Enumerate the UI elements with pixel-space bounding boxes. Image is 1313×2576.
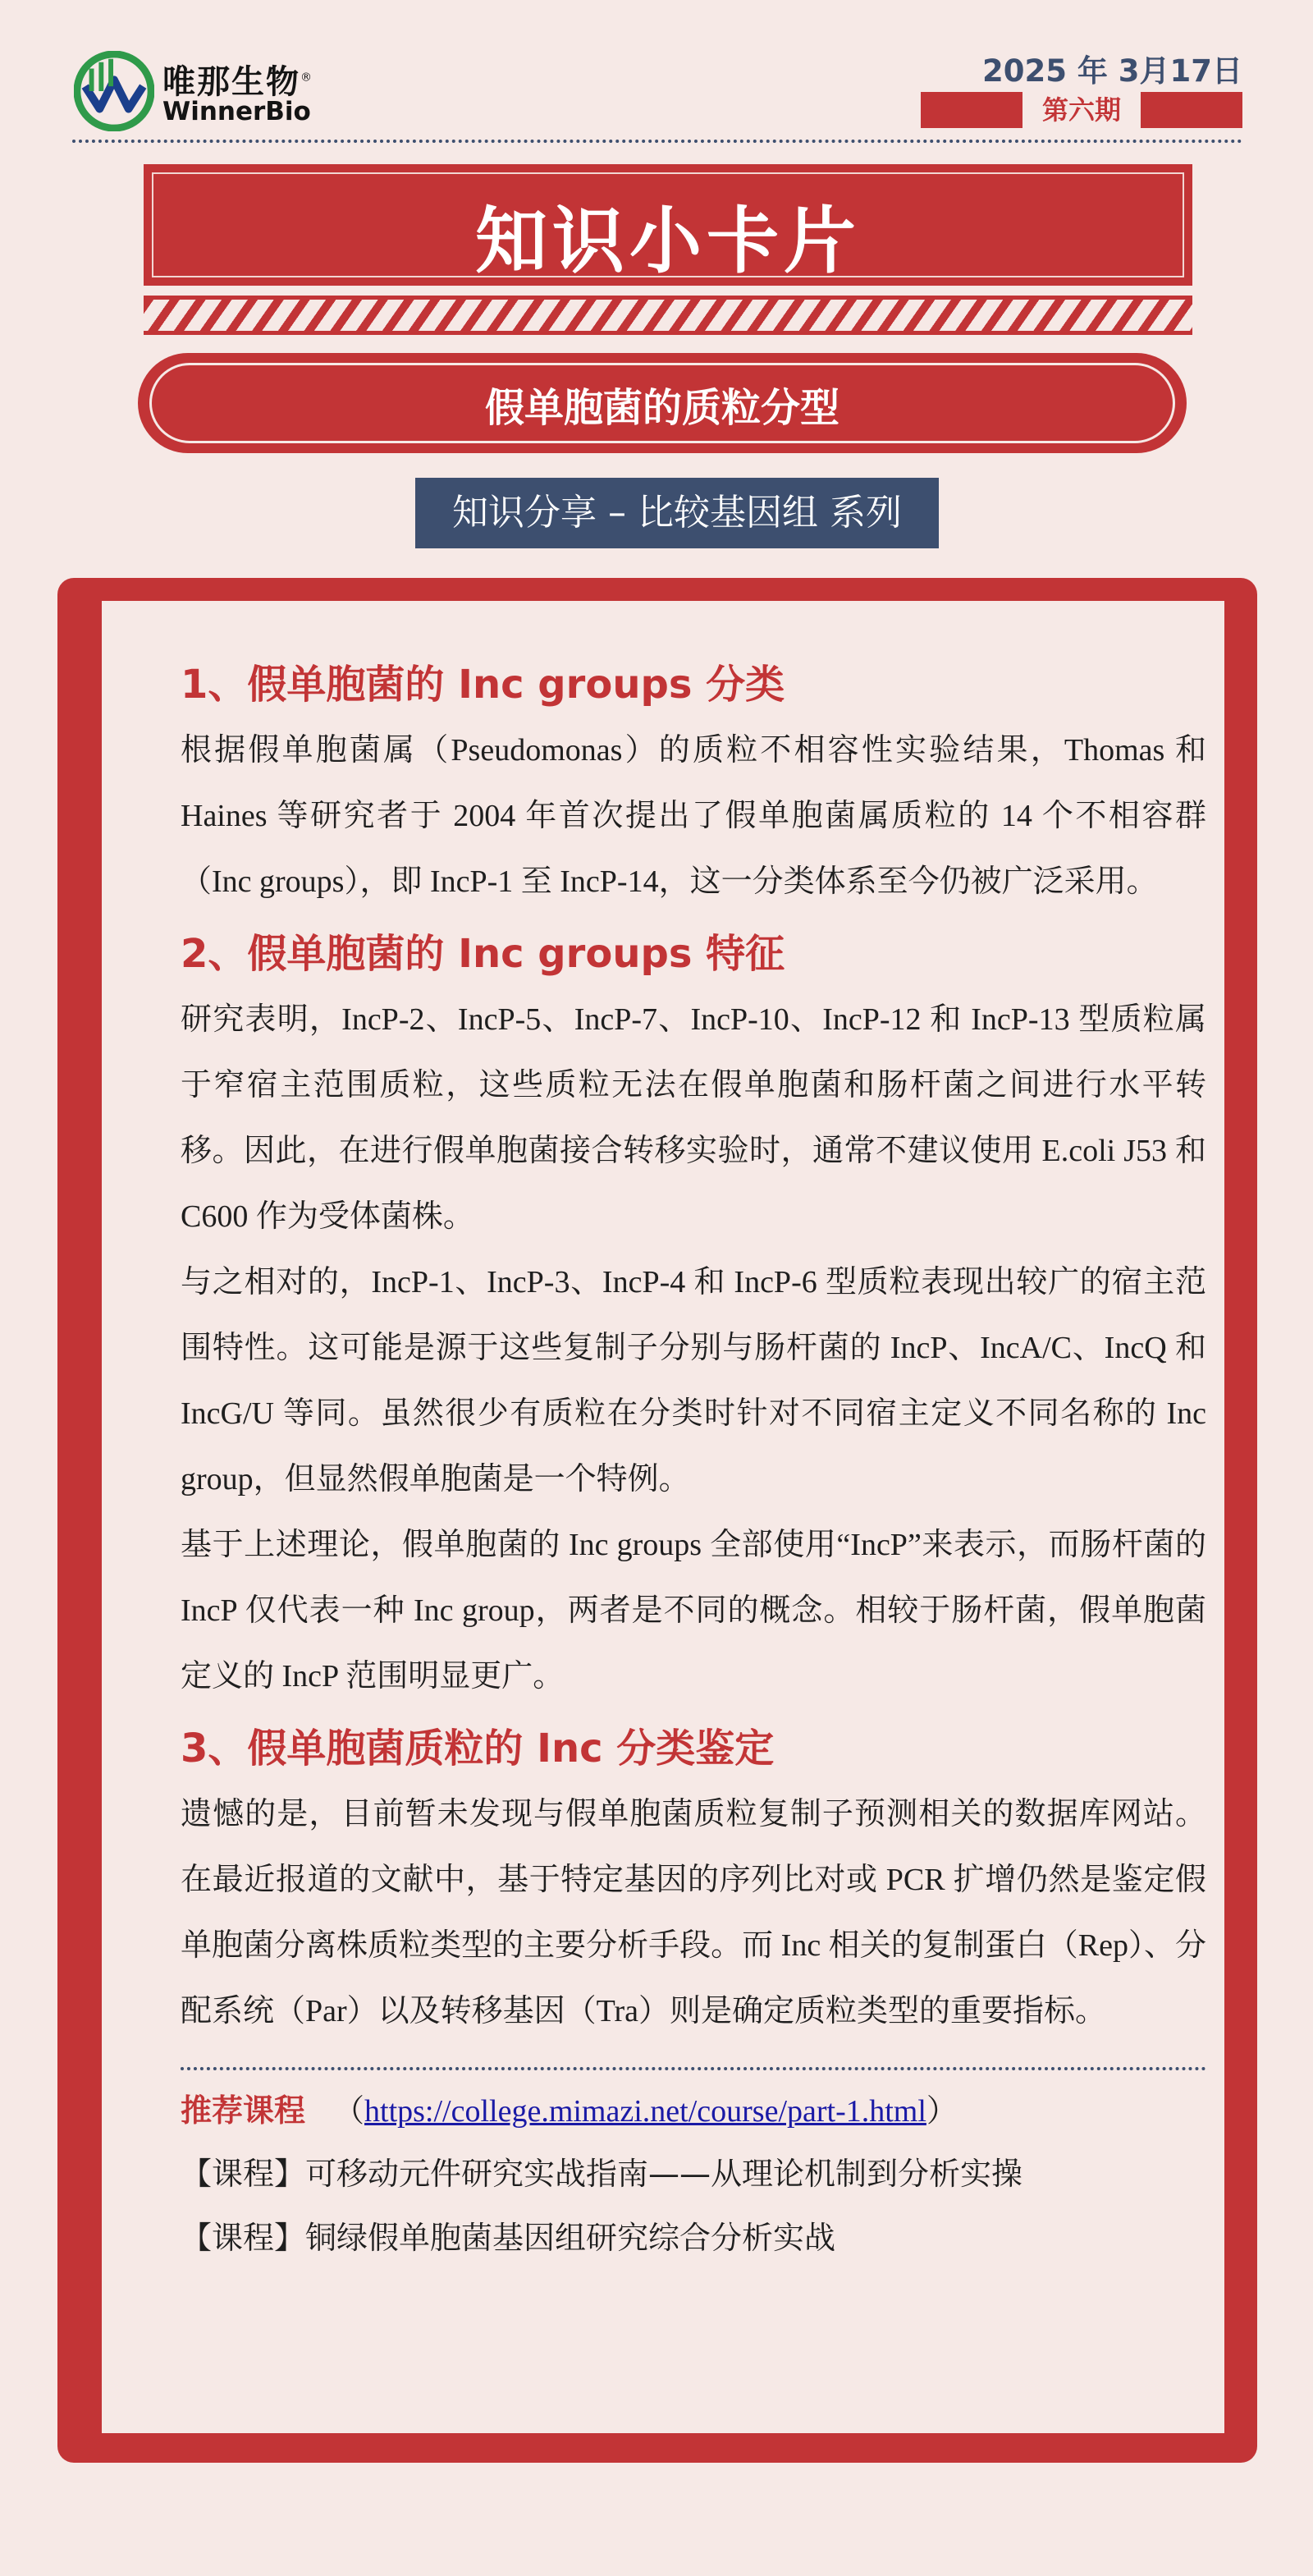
article-body [181,658,1206,2270]
paren-open: （ [333,2092,365,2129]
recommend-row [181,2080,1206,2142]
title-banner [144,164,1192,338]
page-title: 知识小卡片 [474,199,861,283]
section-paragraph: 基于上述理论，假单胞菌的 Inc groups 全部使用“IncP”来表示，而肠杆菌的 IncP 仅代表一种 Inc group，两者是不同的概念。相较于肠杆菌，假单胞菌定义的 IncP 范围明显更广。 [181,1528,1206,1694]
section-heading: 2、假单胞菌的 Inc groups 特征 [181,931,785,977]
section-paragraph: 遗憾的是，目前暂未发现与假单胞菌质粒复制子预测相关的数据库网站。在最近报道的文献中，基于特定基因的序列比对或 PCR 扩增仍然是鉴定假单胞菌分离株质粒类型的主要分析手段。而 Inc 相关的复制蛋白（Rep）、分配系统（Par）以及转移基因（Tra）则是确定质粒类型的重要指标。 [181,1797,1206,2028]
section-paragraph: 研究表明，IncP-2、IncP-5、IncP-7、IncP-10、IncP-12 和 IncP-13 型质粒属于窄宿主范围质粒，这些质粒无法在假单胞菌和肠杆菌之间进行水平转移。因此，在进行假单胞菌接合转移实验时，通常不建议使用 E.coli J53 和 C600 作为受体菌株。 [181,1002,1206,1234]
issue-bar-left-block [921,92,1022,128]
section-1 [181,658,1206,914]
brand-name-en: WinnerBio [162,97,311,126]
course-item: 【课程】铜绿假单胞菌基因组研究综合分析实战 [181,2220,836,2256]
subtitle-pill [138,353,1187,453]
content-panel [57,578,1257,2463]
content-panel-inner [90,601,1224,2433]
section-heading: 3、假单胞菌质粒的 Inc 分类鉴定 [181,1726,775,1772]
issue-date: 2025 年 3月17日 [982,53,1242,89]
winnerbio-logo-icon [74,51,154,131]
issue-bar-right-block [1141,92,1242,128]
title-banner-plate [144,164,1192,286]
brand-name-cn: 唯那生物® [162,63,313,101]
recommend-label: 推荐课程 [181,2092,306,2129]
section-paragraph: 根据假单胞菌属（Pseudomonas）的质粒不相容性实验结果，Thomas 和 Haines 等研究者于 2004 年首次提出了假单胞菌属质粒的 14 个不相容群（Inc groups），即 IncP-1 至 IncP-14，这一分类体系至今仍被广泛采用。 [181,733,1206,899]
section-3 [181,1722,1206,2044]
section-2 [181,928,1206,1709]
course-item: 【课程】可移动元件研究实战指南——从理论机制到分析实操 [181,2156,1023,2192]
section-heading: 1、假单胞菌的 Inc groups 分类 [181,662,785,708]
recommend-divider [181,2067,1206,2070]
section-paragraph: 与之相对的，IncP-1、IncP-3、IncP-4 和 IncP-6 型质粒表现出较广的宿主范围特性。这可能是源于这些复制子分别与肠杆菌的 IncP、IncA/C、IncQ 和 IncG/U 等同。虽然很少有质粒在分类时针对不同宿主定义不同名称的 Inc group，但显然假单胞菌是一个特例。 [181,1265,1206,1497]
issue-number-bar [921,92,1242,128]
issue-number: 第六期 [1041,94,1121,126]
course-link[interactable]: https://college.mimazi.net/course/part-1.html [364,2094,926,2129]
page-subtitle: 假单胞菌的质粒分型 [484,385,839,431]
header-divider [72,140,1242,143]
paren-close: ） [926,2092,958,2129]
series-label: 知识分享 – 比较基因组 系列 [415,478,939,548]
banner-stripes [144,296,1192,335]
brand-logo [74,51,320,133]
